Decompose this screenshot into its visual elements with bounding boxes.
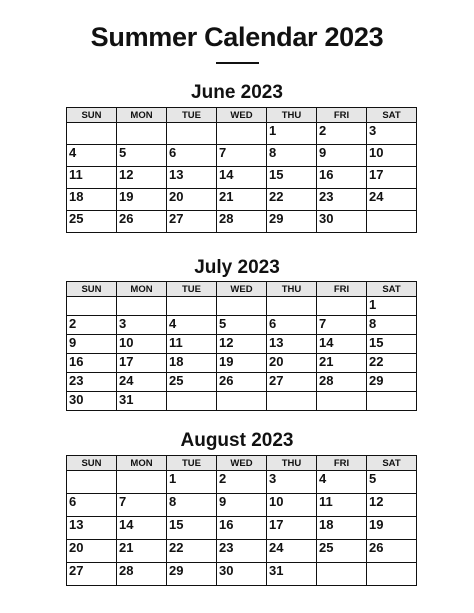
week-row bbox=[67, 563, 417, 586]
day-cell: 17 bbox=[267, 517, 317, 540]
day-cell: 14 bbox=[317, 335, 367, 354]
weekday-header: THU bbox=[267, 282, 317, 297]
week-row bbox=[67, 167, 417, 189]
week-row bbox=[67, 316, 417, 335]
weekday-header: SAT bbox=[367, 282, 417, 297]
day-cell: 26 bbox=[367, 540, 417, 563]
week-row bbox=[67, 373, 417, 392]
day-cell bbox=[217, 297, 267, 316]
day-cell: 22 bbox=[367, 354, 417, 373]
day-cell: 17 bbox=[367, 167, 417, 189]
day-cell: 19 bbox=[217, 354, 267, 373]
day-cell: 30 bbox=[317, 211, 367, 233]
day-cell: 5 bbox=[217, 316, 267, 335]
day-cell: 16 bbox=[67, 354, 117, 373]
day-cell: 14 bbox=[217, 167, 267, 189]
day-cell: 27 bbox=[167, 211, 217, 233]
weekday-header: FRI bbox=[317, 108, 367, 123]
day-cell: 2 bbox=[317, 123, 367, 145]
weekday-header: WED bbox=[217, 282, 267, 297]
day-cell: 20 bbox=[267, 354, 317, 373]
day-cell: 11 bbox=[167, 335, 217, 354]
day-cell bbox=[117, 297, 167, 316]
day-cell: 8 bbox=[367, 316, 417, 335]
day-cell: 9 bbox=[317, 145, 367, 167]
day-cell: 11 bbox=[67, 167, 117, 189]
weekday-header: THU bbox=[267, 456, 317, 471]
day-cell: 29 bbox=[267, 211, 317, 233]
day-cell: 25 bbox=[67, 211, 117, 233]
day-cell bbox=[267, 392, 317, 411]
day-cell: 25 bbox=[317, 540, 367, 563]
day-cell: 7 bbox=[117, 494, 167, 517]
month-title-august: August 2023 bbox=[180, 430, 294, 451]
day-cell: 13 bbox=[67, 517, 117, 540]
day-cell: 6 bbox=[167, 145, 217, 167]
day-cell: 28 bbox=[217, 211, 267, 233]
day-cell: 15 bbox=[367, 335, 417, 354]
day-cell: 20 bbox=[67, 540, 117, 563]
month-title-june: June 2023 bbox=[191, 82, 283, 103]
day-cell: 2 bbox=[217, 471, 267, 494]
day-cell: 25 bbox=[167, 373, 217, 392]
day-cell: 27 bbox=[67, 563, 117, 586]
day-cell bbox=[367, 211, 417, 233]
day-cell: 3 bbox=[267, 471, 317, 494]
day-cell bbox=[267, 297, 317, 316]
weekday-header: THU bbox=[267, 108, 317, 123]
weekday-header: MON bbox=[117, 282, 167, 297]
day-cell bbox=[217, 123, 267, 145]
day-cell bbox=[117, 123, 167, 145]
day-cell: 9 bbox=[67, 335, 117, 354]
day-cell: 18 bbox=[317, 517, 367, 540]
day-cell: 17 bbox=[117, 354, 167, 373]
weekday-header: WED bbox=[217, 108, 267, 123]
day-cell: 16 bbox=[217, 517, 267, 540]
day-cell: 5 bbox=[367, 471, 417, 494]
day-cell: 14 bbox=[117, 517, 167, 540]
day-cell: 12 bbox=[367, 494, 417, 517]
day-cell: 21 bbox=[317, 354, 367, 373]
weekday-header: TUE bbox=[167, 456, 217, 471]
day-cell: 4 bbox=[167, 316, 217, 335]
week-row bbox=[67, 540, 417, 563]
day-cell bbox=[167, 392, 217, 411]
calendar-july bbox=[66, 281, 417, 411]
day-cell: 31 bbox=[267, 563, 317, 586]
day-cell: 1 bbox=[267, 123, 317, 145]
week-row bbox=[67, 392, 417, 411]
day-cell: 13 bbox=[167, 167, 217, 189]
day-cell: 26 bbox=[117, 211, 167, 233]
day-cell bbox=[67, 123, 117, 145]
day-cell: 18 bbox=[167, 354, 217, 373]
day-cell: 1 bbox=[167, 471, 217, 494]
calendar-august bbox=[66, 455, 417, 586]
week-row bbox=[67, 211, 417, 233]
week-row bbox=[67, 354, 417, 373]
month-title-july: July 2023 bbox=[194, 257, 280, 278]
day-cell: 12 bbox=[117, 167, 167, 189]
day-cell: 18 bbox=[67, 189, 117, 211]
day-cell bbox=[367, 392, 417, 411]
day-cell: 4 bbox=[317, 471, 367, 494]
day-cell bbox=[367, 563, 417, 586]
day-cell: 30 bbox=[67, 392, 117, 411]
week-row bbox=[67, 123, 417, 145]
day-cell: 23 bbox=[317, 189, 367, 211]
weekday-header-row bbox=[67, 282, 417, 297]
day-cell: 1 bbox=[367, 297, 417, 316]
day-cell: 28 bbox=[317, 373, 367, 392]
weekday-header: MON bbox=[117, 456, 167, 471]
day-cell: 23 bbox=[67, 373, 117, 392]
day-cell: 4 bbox=[67, 145, 117, 167]
weekday-header: MON bbox=[117, 108, 167, 123]
weekday-header: SAT bbox=[367, 456, 417, 471]
day-cell: 3 bbox=[367, 123, 417, 145]
day-cell: 9 bbox=[217, 494, 267, 517]
week-row bbox=[67, 335, 417, 354]
day-cell bbox=[317, 392, 367, 411]
day-cell: 30 bbox=[217, 563, 267, 586]
weekday-header: TUE bbox=[167, 108, 217, 123]
day-cell bbox=[117, 471, 167, 494]
day-cell: 10 bbox=[267, 494, 317, 517]
week-row bbox=[67, 517, 417, 540]
day-cell: 15 bbox=[167, 517, 217, 540]
day-cell: 11 bbox=[317, 494, 367, 517]
day-cell: 13 bbox=[267, 335, 317, 354]
day-cell: 2 bbox=[67, 316, 117, 335]
day-cell bbox=[317, 297, 367, 316]
day-cell: 3 bbox=[117, 316, 167, 335]
day-cell: 21 bbox=[117, 540, 167, 563]
day-cell: 28 bbox=[117, 563, 167, 586]
weekday-header: SUN bbox=[67, 456, 117, 471]
day-cell: 6 bbox=[67, 494, 117, 517]
day-cell: 24 bbox=[367, 189, 417, 211]
day-cell bbox=[217, 392, 267, 411]
day-cell: 8 bbox=[267, 145, 317, 167]
weekday-header: SUN bbox=[67, 282, 117, 297]
day-cell: 31 bbox=[117, 392, 167, 411]
day-cell: 20 bbox=[167, 189, 217, 211]
day-cell: 10 bbox=[117, 335, 167, 354]
weekday-header-row bbox=[67, 108, 417, 123]
day-cell bbox=[167, 123, 217, 145]
weekday-header: FRI bbox=[317, 456, 367, 471]
day-cell bbox=[167, 297, 217, 316]
day-cell: 19 bbox=[367, 517, 417, 540]
day-cell bbox=[67, 297, 117, 316]
weekday-header: TUE bbox=[167, 282, 217, 297]
weekday-header-row bbox=[67, 456, 417, 471]
calendar-june bbox=[66, 107, 417, 233]
week-row bbox=[67, 189, 417, 211]
day-cell: 10 bbox=[367, 145, 417, 167]
day-cell: 15 bbox=[267, 167, 317, 189]
day-cell: 29 bbox=[367, 373, 417, 392]
day-cell: 24 bbox=[267, 540, 317, 563]
day-cell: 12 bbox=[217, 335, 267, 354]
weekday-header: SAT bbox=[367, 108, 417, 123]
day-cell: 29 bbox=[167, 563, 217, 586]
day-cell: 24 bbox=[117, 373, 167, 392]
day-cell: 5 bbox=[117, 145, 167, 167]
day-cell: 7 bbox=[317, 316, 367, 335]
title-divider bbox=[216, 62, 259, 64]
weekday-header: WED bbox=[217, 456, 267, 471]
day-cell: 19 bbox=[117, 189, 167, 211]
day-cell: 6 bbox=[267, 316, 317, 335]
day-cell: 16 bbox=[317, 167, 367, 189]
day-cell: 22 bbox=[167, 540, 217, 563]
week-row bbox=[67, 297, 417, 316]
day-cell: 27 bbox=[267, 373, 317, 392]
day-cell: 21 bbox=[217, 189, 267, 211]
day-cell: 7 bbox=[217, 145, 267, 167]
day-cell bbox=[67, 471, 117, 494]
week-row bbox=[67, 145, 417, 167]
day-cell: 22 bbox=[267, 189, 317, 211]
page-title: Summer Calendar 2023 bbox=[90, 22, 384, 52]
day-cell: 26 bbox=[217, 373, 267, 392]
weekday-header: SUN bbox=[67, 108, 117, 123]
week-row bbox=[67, 471, 417, 494]
day-cell: 8 bbox=[167, 494, 217, 517]
day-cell: 23 bbox=[217, 540, 267, 563]
day-cell bbox=[317, 563, 367, 586]
week-row bbox=[67, 494, 417, 517]
weekday-header: FRI bbox=[317, 282, 367, 297]
